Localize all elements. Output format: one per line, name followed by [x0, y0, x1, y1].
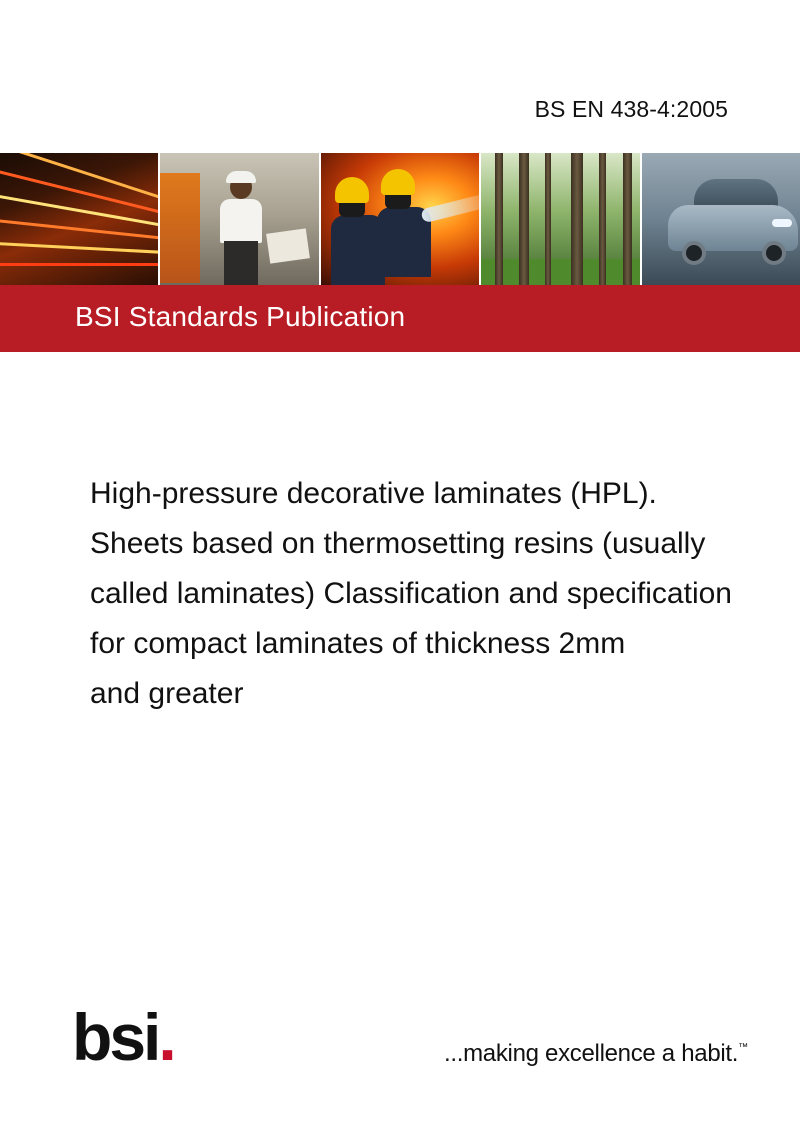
- car-assembly-photo: [642, 153, 800, 285]
- title-line: called laminates) Classification and specification: [90, 577, 732, 610]
- title-line: Sheets based on thermosetting resins (usually: [90, 527, 706, 560]
- document-number: BS EN 438-4:2005: [534, 96, 728, 122]
- title-line: and greater: [90, 677, 244, 710]
- firefighters-photo: [321, 153, 479, 285]
- title-line: High-pressure decorative laminates (HPL).: [90, 477, 657, 510]
- document-title: [90, 469, 800, 719]
- banner-title: BSI Standards Publication: [75, 301, 406, 332]
- light-trails-photo: [0, 153, 158, 285]
- tagline-text: ...making excellence a habit.: [444, 1040, 739, 1067]
- publication-banner: [0, 285, 800, 352]
- logo-dot: .: [158, 1000, 174, 1074]
- tagline: [444, 1040, 748, 1068]
- factory-worker-photo: [160, 153, 318, 285]
- title-line: for compact laminates of thickness 2mm: [90, 627, 626, 660]
- bsi-logo: [72, 1000, 174, 1074]
- trademark-mark: ™: [738, 1042, 748, 1053]
- logo-text: bsi: [72, 1000, 159, 1074]
- forest-photo: [481, 153, 639, 285]
- photo-strip: [0, 153, 800, 285]
